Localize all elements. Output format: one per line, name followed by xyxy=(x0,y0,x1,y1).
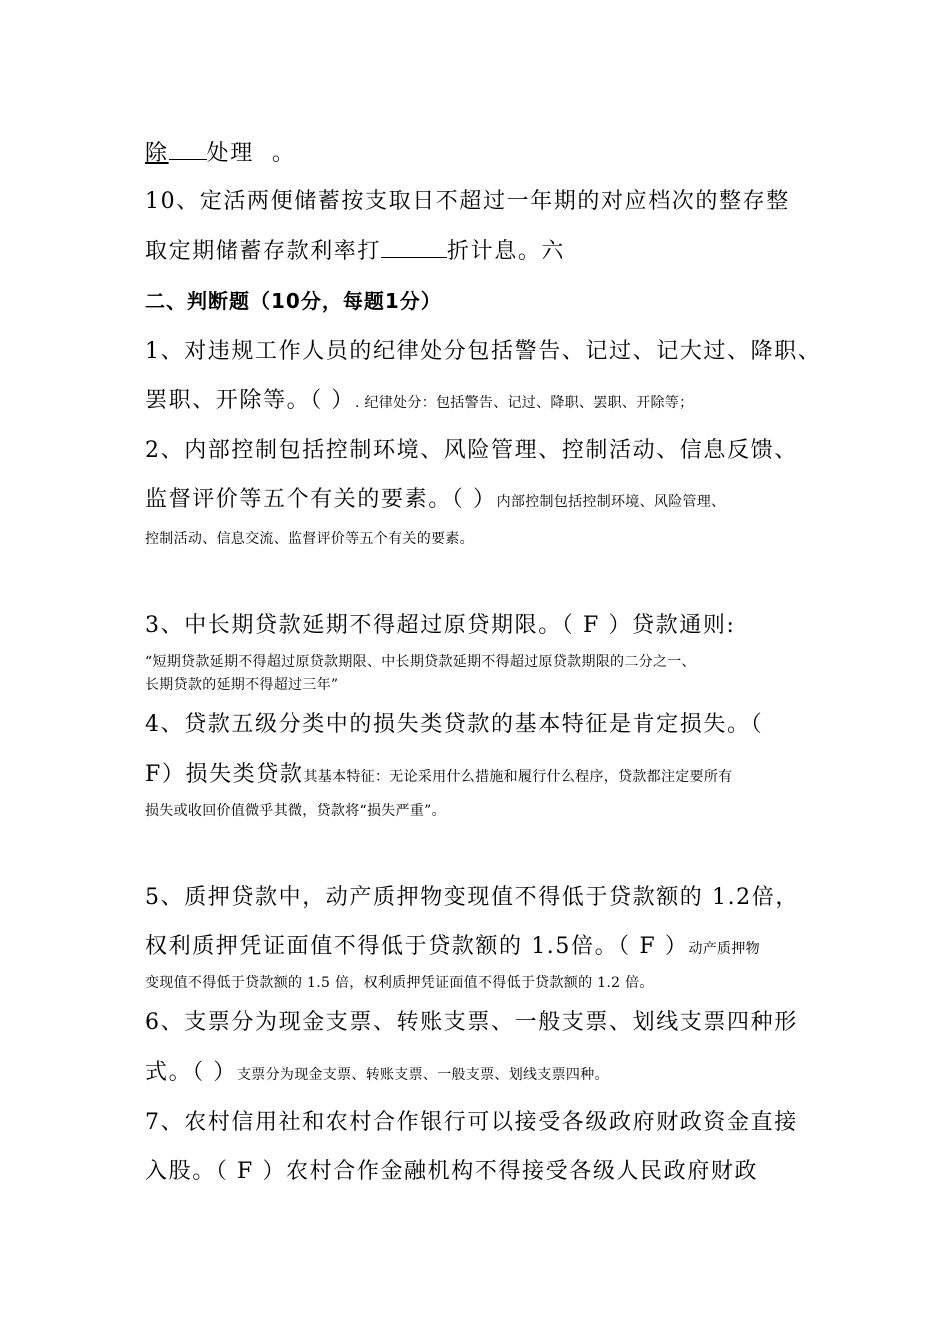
question-2-line-2: 监督评价等五个有关的要素。（ ）内部控制包括控制环境、风险管理、 xyxy=(145,487,726,512)
answer-blank xyxy=(381,237,447,258)
question-7-line-2: 入股。（ F ）农村合作金融机构不得接受各级人民政府财政 xyxy=(145,1159,759,1184)
question-6-line-1: 6、支票分为现金支票、转账支票、一般支票、划线支票四种形 xyxy=(145,1010,798,1035)
question-1-line-1: 1、对违规工作人员的纪律处分包括警告、记过、记大过、降职、 xyxy=(145,339,822,364)
question-3-line-1: 3、中长期贷款延期不得超过原贷期限。（ F ）贷款通则: xyxy=(145,613,736,638)
answer-note: 其基本特征：无论采用什么措施和履行什么程序，贷款都注定要所有 xyxy=(303,769,733,785)
question-4-line-2: F）损失类贷款其基本特征：无论采用什么措施和履行什么程序，贷款都注定要所有 xyxy=(145,762,733,787)
answer-note-continued: 控制活动、信息交流、监督评价等五个有关的要素。 xyxy=(145,531,474,547)
underlined-answer: 除 xyxy=(145,141,169,166)
answer-note: . 纪律处分：包括警告、记过、降职、罢职、开除等； xyxy=(355,395,694,411)
answer-note: 动产质押物 xyxy=(688,941,760,957)
section-heading: 二、判断题（10分，每题1分） xyxy=(145,289,442,313)
question-2-line-1: 2、内部控制包括控制环境、风险管理、控制活动、信息反馈、 xyxy=(145,438,798,463)
question-6-line-2: 式。（ ）支票分为现金支票、转账支票、一般支票、划线支票四种。 xyxy=(145,1060,609,1085)
question-4-line-1: 4、贷款五级分类中的损失类贷款的基本特征是肯定损失。（ xyxy=(145,712,764,737)
answer-note: “短期贷款延期不得超过原贷款期限、中长期贷款延期不得超过原贷款期限的二分之一、 xyxy=(145,654,696,670)
question-10-line-2: 取定期储蓄存款利率打 折计息。六 xyxy=(145,239,566,264)
question-5-line-1: 5、质押贷款中，动产质押物变现值不得低于贷款额的 1.2倍， xyxy=(145,885,799,910)
answer-note: 支票分为现金支票、转账支票、一般支票、划线支票四种。 xyxy=(237,1067,609,1083)
answer-note-continued: 变现值不得低于贷款额的 1.5 倍，权利质押凭证面值不得低于贷款额的 1.2 倍。 xyxy=(145,975,654,991)
line-fill-blank-end: 除 处理 。 xyxy=(145,141,296,166)
answer-note: 内部控制包括控制环境、风险管理、 xyxy=(496,494,726,510)
answer-note-continued: 长期贷款的延期不得超过三年” xyxy=(145,677,339,693)
answer-note-continued: 损失或收回价值微乎其微，贷款将“损失严重”。 xyxy=(145,803,446,819)
question-1-line-2: 罢职、开除等。（ ）. 纪律处分：包括警告、记过、降职、罢职、开除等； xyxy=(145,388,694,413)
answer-blank xyxy=(169,139,207,160)
question-10-line-1: 10、定活两便储蓄按支取日不超过一年期的对应档次的整存整 xyxy=(145,189,790,214)
question-5-line-2: 权利质押凭证面值不得低于贷款额的 1.5倍。（ F ）动产质押物 xyxy=(145,934,760,959)
question-7-line-1: 7、农村信用社和农村合作银行可以接受各级政府财政资金直接 xyxy=(145,1110,798,1135)
